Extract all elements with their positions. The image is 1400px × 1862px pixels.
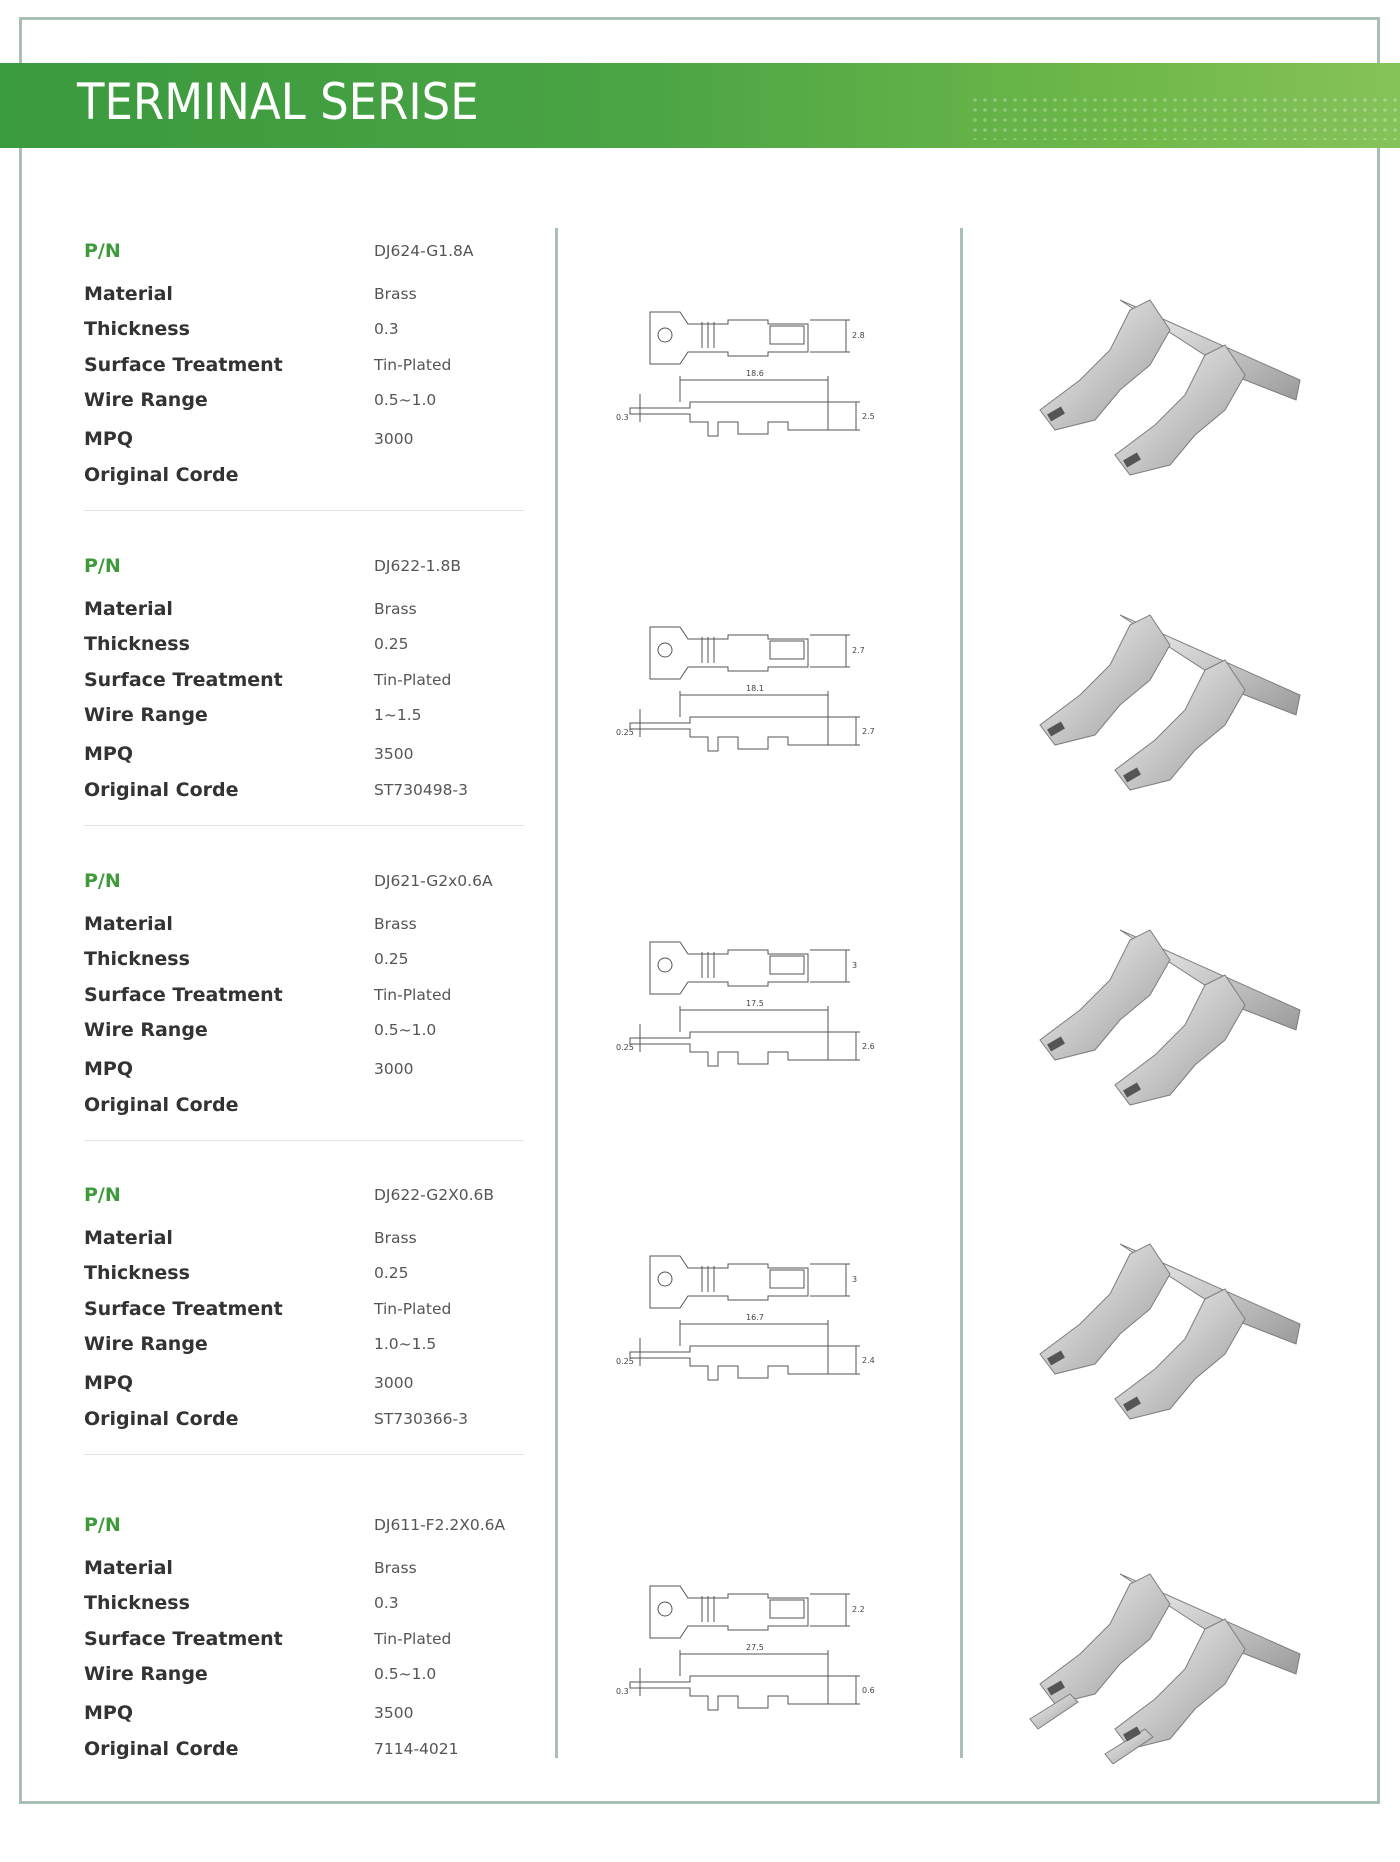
spec-row-wire [84,1663,524,1693]
thickness-value: 0.3 [374,1594,399,1612]
pn-value: DJ622-1.8B [374,557,461,575]
spec-row-pn [84,555,524,585]
wire-range-label: Wire Range [84,1019,208,1041]
drawing-thickness-label: 0.25 [616,728,634,737]
spec-row-mpq [84,1372,524,1402]
terminal-photo-illustration [1000,270,1340,490]
original-code-label: Original Corde [84,1738,239,1760]
thickness-value: 0.25 [374,635,409,653]
material-value: Brass [374,1559,417,1577]
spec-row-thickness [84,1592,524,1622]
thickness-value: 0.25 [374,1264,409,1282]
surface-treatment-label: Surface Treatment [84,1628,283,1650]
column-divider [555,228,558,1758]
mpq-value: 3000 [374,430,414,448]
spec-row-surface [84,1628,524,1658]
spec-row-thickness [84,948,524,978]
drawing-width-label: 2.2 [852,1605,865,1614]
spec-row-pn [84,1184,524,1214]
spec-row-material [84,1227,524,1257]
spec-row-mpq [84,428,524,458]
header-banner [0,63,1400,148]
terminal-photo-illustration [1000,1214,1340,1434]
technical-drawing [610,920,910,1120]
surface-treatment-label: Surface Treatment [84,354,283,376]
column-divider [960,228,963,1758]
drawing-height-label: 0.6 [862,1686,875,1695]
spec-row-original [84,1738,524,1768]
original-code-value: ST730366-3 [374,1410,468,1428]
material-value: Brass [374,915,417,933]
spec-row-surface [84,669,524,699]
drawing-width-label: 2.7 [852,646,865,655]
technical-drawing-svg [610,605,910,805]
pn-value: DJ622-G2X0.6B [374,1186,495,1204]
spec-row-pn [84,1514,524,1544]
thickness-value: 0.25 [374,950,409,968]
thickness-label: Thickness [84,633,190,655]
drawing-width-label: 2.8 [852,331,865,340]
pn-label: P/N [84,555,121,577]
spec-row-wire [84,704,524,734]
terminal-photo [1000,1544,1340,1764]
wire-range-value: 0.5~1.0 [374,1665,437,1683]
spec-row-original [84,779,524,809]
spec-row-original [84,464,524,494]
pn-label: P/N [84,240,121,262]
surface-treatment-label: Surface Treatment [84,1298,283,1320]
section-divider [84,510,524,511]
original-code-label: Original Corde [84,464,239,486]
material-label: Material [84,283,173,305]
terminal-photo-illustration [1000,1544,1340,1764]
drawing-length-label: 18.1 [746,684,764,693]
drawing-length-label: 17.5 [746,999,764,1008]
material-value: Brass [374,285,417,303]
banner-pattern [970,95,1400,140]
pn-label: P/N [84,1184,121,1206]
surface-treatment-value: Tin-Plated [374,1300,452,1318]
spec-row-pn [84,240,524,270]
terminal-photo-illustration [1000,585,1340,805]
wire-range-value: 0.5~1.0 [374,391,437,409]
thickness-label: Thickness [84,1262,190,1284]
material-label: Material [84,1557,173,1579]
drawing-height-label: 2.5 [862,412,875,421]
mpq-label: MPQ [84,1372,133,1394]
spec-row-mpq [84,743,524,773]
original-code-label: Original Corde [84,1094,239,1116]
terminal-photo [1000,585,1340,805]
drawing-thickness-label: 0.25 [616,1043,634,1052]
wire-range-value: 1.0~1.5 [374,1335,437,1353]
spec-row-material [84,1557,524,1587]
technical-drawing [610,1564,910,1764]
spec-row-mpq [84,1702,524,1732]
original-code-label: Original Corde [84,1408,239,1430]
pn-value: DJ624-G1.8A [374,242,474,260]
section-divider [84,825,524,826]
mpq-label: MPQ [84,428,133,450]
thickness-label: Thickness [84,318,190,340]
pn-label: P/N [84,870,121,892]
original-code-value: ST730498-3 [374,781,468,799]
technical-drawing-svg [610,1234,910,1434]
surface-treatment-value: Tin-Plated [374,986,452,1004]
mpq-value: 3500 [374,745,414,763]
section-divider [84,1140,524,1141]
spec-row-surface [84,1298,524,1328]
wire-range-value: 0.5~1.0 [374,1021,437,1039]
drawing-thickness-label: 0.25 [616,1357,634,1366]
surface-treatment-value: Tin-Plated [374,1630,452,1648]
spec-row-wire [84,389,524,419]
technical-drawing-svg [610,290,910,490]
terminal-photo-illustration [1000,900,1340,1120]
mpq-label: MPQ [84,1702,133,1724]
drawing-length-label: 27.5 [746,1643,764,1652]
terminal-photo [1000,1214,1340,1434]
spec-row-pn [84,870,524,900]
spec-row-surface [84,984,524,1014]
mpq-value: 3000 [374,1374,414,1392]
surface-treatment-label: Surface Treatment [84,984,283,1006]
drawing-width-label: 3 [852,1275,858,1284]
technical-drawing-svg [610,1564,910,1764]
material-value: Brass [374,1229,417,1247]
spec-row-material [84,913,524,943]
terminal-photo [1000,270,1340,490]
spec-row-material [84,283,524,313]
spec-row-original [84,1408,524,1438]
mpq-value: 3500 [374,1704,414,1722]
original-code-value: 7114-4021 [374,1740,459,1758]
technical-drawing [610,605,910,805]
page-title: TERMINAL SERISE [77,73,479,131]
drawing-height-label: 2.7 [862,727,875,736]
mpq-label: MPQ [84,1058,133,1080]
pn-value: DJ611-F2.2X0.6A [374,1516,506,1534]
technical-drawing [610,290,910,490]
material-label: Material [84,1227,173,1249]
drawing-thickness-label: 0.3 [616,413,629,422]
drawing-height-label: 2.4 [862,1356,875,1365]
spec-row-surface [84,354,524,384]
spec-row-thickness [84,633,524,663]
surface-treatment-label: Surface Treatment [84,669,283,691]
thickness-label: Thickness [84,948,190,970]
spec-row-material [84,598,524,628]
spec-row-wire [84,1019,524,1049]
terminal-photo [1000,900,1340,1120]
drawing-length-label: 18.6 [746,369,764,378]
pn-value: DJ621-G2x0.6A [374,872,493,890]
technical-drawing [610,1234,910,1434]
spec-row-thickness [84,1262,524,1292]
drawing-width-label: 3 [852,961,858,970]
section-divider [84,1454,524,1455]
wire-range-label: Wire Range [84,704,208,726]
mpq-value: 3000 [374,1060,414,1078]
drawing-thickness-label: 0.3 [616,1687,629,1696]
material-label: Material [84,913,173,935]
thickness-label: Thickness [84,1592,190,1614]
spec-row-original [84,1094,524,1124]
spec-row-wire [84,1333,524,1363]
surface-treatment-value: Tin-Plated [374,356,452,374]
drawing-height-label: 2.6 [862,1042,875,1051]
original-code-label: Original Corde [84,779,239,801]
mpq-label: MPQ [84,743,133,765]
wire-range-label: Wire Range [84,1333,208,1355]
thickness-value: 0.3 [374,320,399,338]
wire-range-label: Wire Range [84,1663,208,1685]
wire-range-label: Wire Range [84,389,208,411]
technical-drawing-svg [610,920,910,1120]
material-label: Material [84,598,173,620]
wire-range-value: 1~1.5 [374,706,422,724]
drawing-length-label: 16.7 [746,1313,764,1322]
pn-label: P/N [84,1514,121,1536]
surface-treatment-value: Tin-Plated [374,671,452,689]
spec-row-thickness [84,318,524,348]
material-value: Brass [374,600,417,618]
spec-row-mpq [84,1058,524,1088]
